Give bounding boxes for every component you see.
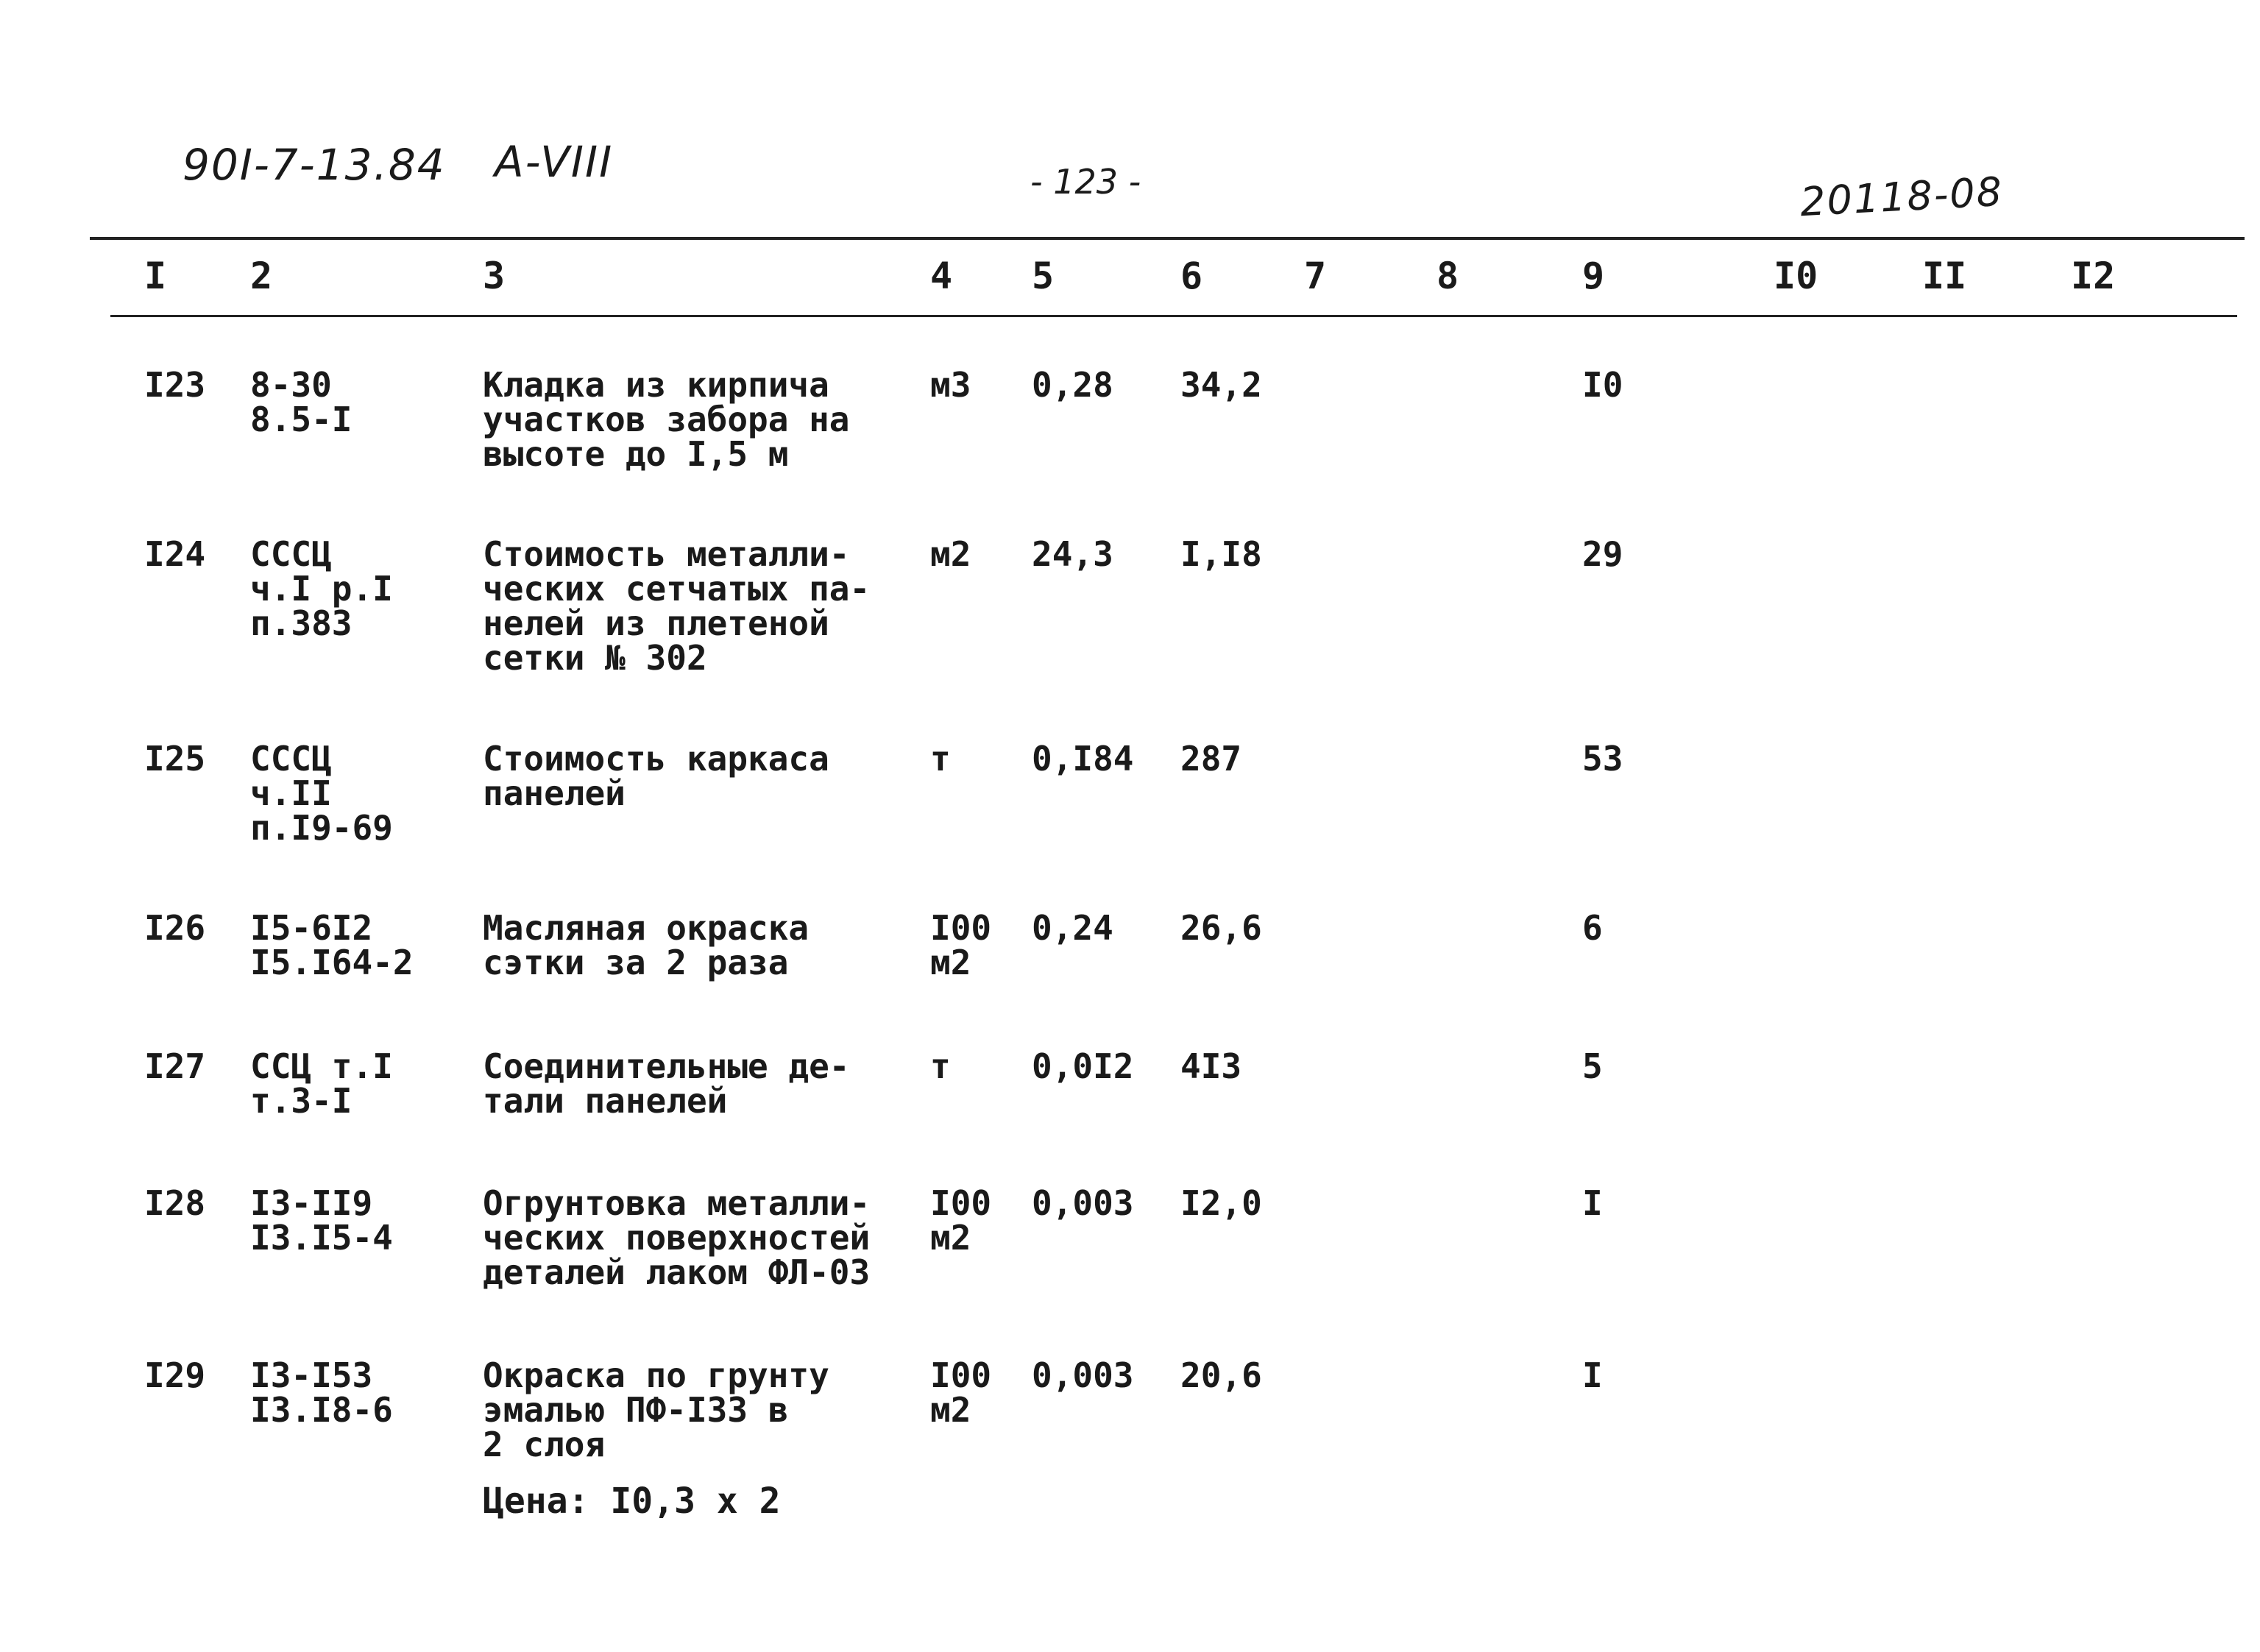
- quantity: 0,28: [1032, 365, 1113, 405]
- unit-price: 26,6: [1180, 908, 1262, 948]
- work-description: Стоимость каркаса панелей: [483, 739, 829, 813]
- row-number: I23: [144, 365, 206, 405]
- unit-price: 4I3: [1180, 1046, 1242, 1086]
- row-number: I26: [144, 908, 206, 948]
- column-header-11: II: [1922, 255, 1967, 297]
- unit: т: [930, 739, 951, 779]
- unit: I00 м2: [930, 1183, 992, 1258]
- unit-price: 287: [1180, 739, 1242, 779]
- rate-code: I5-6I2 I5.I64-2: [250, 908, 414, 982]
- price-note: Цена: I0,3 х 2: [483, 1481, 781, 1522]
- total-cost: I: [1582, 1355, 1603, 1395]
- page-number: - 123 -: [1030, 162, 1141, 202]
- rate-code: СССЦ ч.I р.I п.383: [250, 534, 393, 643]
- total-cost: 6: [1582, 908, 1603, 948]
- quantity: 0,003: [1032, 1355, 1134, 1395]
- quantity: 0,24: [1032, 908, 1113, 948]
- column-header-6: 6: [1180, 255, 1203, 297]
- work-description: Окраска по грунту эмалью ПФ-I33 в 2 слоя: [483, 1355, 829, 1464]
- rate-code: I3-II9 I3.I5-4: [250, 1183, 393, 1258]
- rate-code: 8-30 8.5-I: [250, 365, 353, 439]
- work-description: Соединительные де- тали панелей: [483, 1046, 850, 1121]
- work-description: Стоимость металли- ческих сетчатых па- нелей из плетеной сетки № 302: [483, 534, 871, 678]
- column-header-2: 2: [250, 255, 273, 297]
- unit: м3: [930, 365, 971, 405]
- unit-price: 34,2: [1180, 365, 1262, 405]
- unit: I00 м2: [930, 908, 992, 982]
- column-header-10: I0: [1774, 255, 1818, 297]
- total-cost: I0: [1582, 365, 1623, 405]
- row-number: I25: [144, 739, 206, 779]
- column-header-12: I2: [2071, 255, 2116, 297]
- total-cost: I: [1582, 1183, 1603, 1223]
- work-description: Масляная окраска сэтки за 2 раза: [483, 908, 810, 982]
- rate-code: СССЦ ч.II п.I9-69: [250, 739, 393, 848]
- unit-price: I2,0: [1180, 1183, 1262, 1223]
- archive-number: 20118-08: [1799, 168, 2005, 226]
- unit: м2: [930, 534, 971, 574]
- quantity: 0,I84: [1032, 739, 1134, 779]
- unit: т: [930, 1046, 951, 1086]
- rate-code: ССЦ т.I т.3-I: [250, 1046, 393, 1121]
- quantity: 0,0I2: [1032, 1046, 1134, 1086]
- quantity: 24,3: [1032, 534, 1113, 574]
- column-header-4: 4: [930, 255, 953, 297]
- document-code: 90I-7-13.84: [183, 140, 446, 190]
- total-cost: 5: [1582, 1046, 1603, 1086]
- top-rule: [90, 237, 2245, 240]
- row-number: I29: [144, 1355, 206, 1395]
- column-header-9: 9: [1582, 255, 1605, 297]
- row-number: I27: [144, 1046, 206, 1086]
- row-number: I28: [144, 1183, 206, 1223]
- row-number: I24: [144, 534, 206, 574]
- total-cost: 53: [1582, 739, 1623, 779]
- header-rule: [110, 315, 2237, 317]
- column-header-1: I: [144, 255, 167, 297]
- unit-price: 20,6: [1180, 1355, 1262, 1395]
- total-cost: 29: [1582, 534, 1623, 574]
- column-header-3: 3: [483, 255, 506, 297]
- unit: I00 м2: [930, 1355, 992, 1430]
- column-header-8: 8: [1437, 255, 1459, 297]
- quantity: 0,003: [1032, 1183, 1134, 1223]
- column-header-5: 5: [1032, 255, 1055, 297]
- album-number: A-VIII: [495, 137, 614, 187]
- work-description: Огрунтовка металли- ческих поверхностей деталей лаком ФЛ-03: [483, 1183, 871, 1292]
- column-header-7: 7: [1304, 255, 1327, 297]
- rate-code: I3-I53 I3.I8-6: [250, 1355, 393, 1430]
- work-description: Кладка из кирпича участков забора на высоте до I,5 м: [483, 365, 850, 474]
- unit-price: I,I8: [1180, 534, 1262, 574]
